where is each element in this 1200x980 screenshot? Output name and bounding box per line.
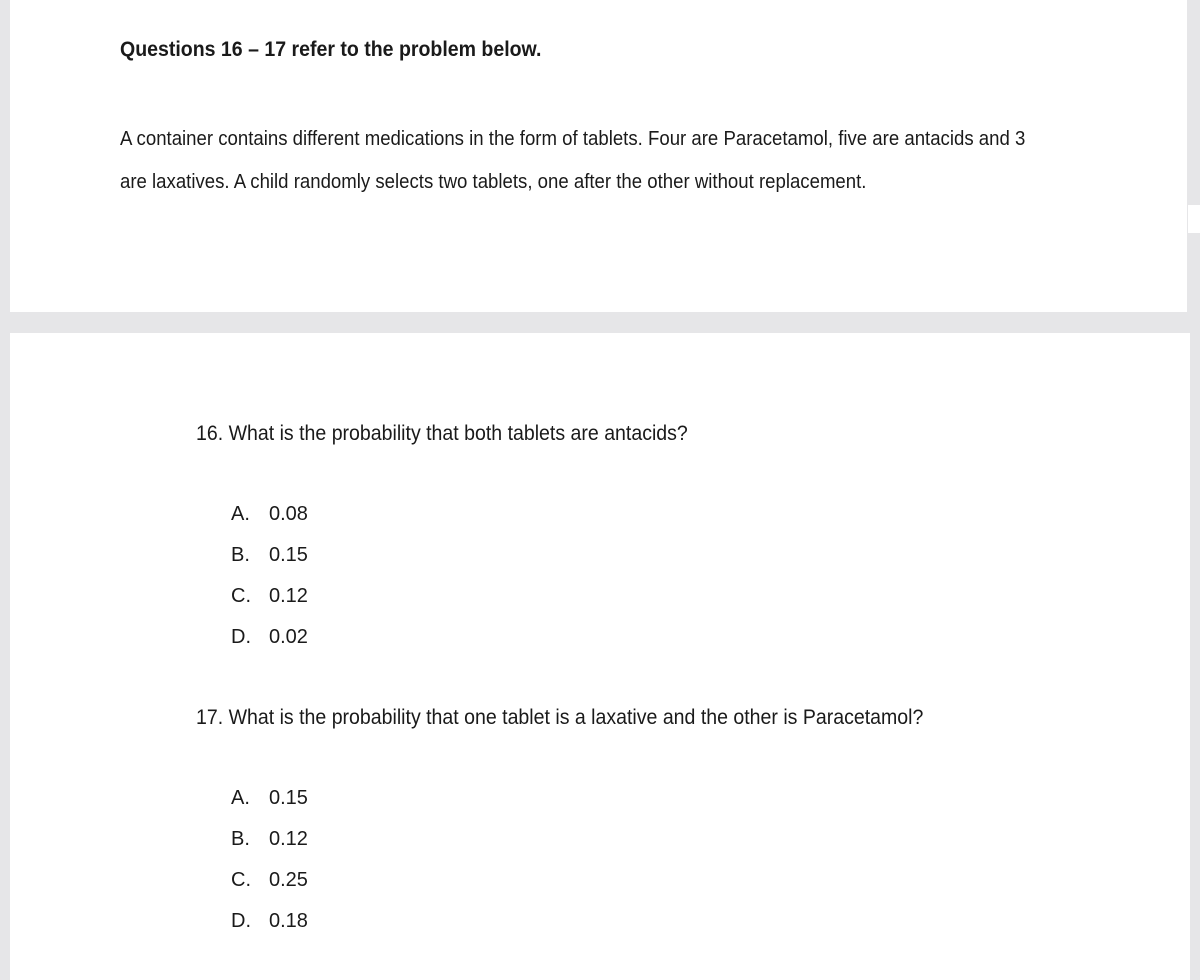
problem-statement — [120, 118, 1050, 204]
option-17-c — [231, 869, 308, 910]
option-letter: A. — [231, 503, 250, 525]
problem-line-1: A container contains different medications in the form of tablets. Four are Paracetamol, five are antacids and 3 — [120, 128, 1026, 150]
question-17: 17. What is the probability that one tablet is a laxative and the other is Paracetamol? — [196, 706, 924, 729]
option-letter: A. — [231, 787, 250, 809]
section-heading: Questions 16 – 17 refer to the problem below. — [120, 38, 542, 61]
option-letter: B. — [231, 828, 250, 850]
option-value: 0.15 — [269, 544, 308, 566]
page-top — [10, 0, 1187, 312]
option-letter: B. — [231, 544, 250, 566]
option-value: 0.25 — [269, 869, 308, 891]
option-letter: C. — [231, 585, 251, 607]
question-17-options — [231, 787, 308, 951]
option-16-b — [231, 544, 308, 585]
option-value: 0.12 — [269, 585, 308, 607]
option-value: 0.12 — [269, 828, 308, 850]
problem-line-2: are laxatives. A child randomly selects two tablets, one after the other without replacement. — [120, 171, 867, 193]
question-16-options — [231, 503, 308, 667]
option-letter: C. — [231, 869, 251, 891]
option-value: 0.08 — [269, 503, 308, 525]
option-value: 0.15 — [269, 787, 308, 809]
question-16: 16. What is the probability that both tablets are antacids? — [196, 422, 688, 445]
option-17-a — [231, 787, 308, 828]
option-letter: D. — [231, 910, 251, 932]
option-17-d — [231, 910, 308, 951]
option-16-c — [231, 585, 308, 626]
option-16-d — [231, 626, 308, 667]
option-value: 0.02 — [269, 626, 308, 648]
option-16-a — [231, 503, 308, 544]
page-bottom — [10, 333, 1190, 980]
option-17-b — [231, 828, 308, 869]
option-value: 0.18 — [269, 910, 308, 932]
option-letter: D. — [231, 626, 251, 648]
page-edge-fragment — [1188, 205, 1200, 233]
